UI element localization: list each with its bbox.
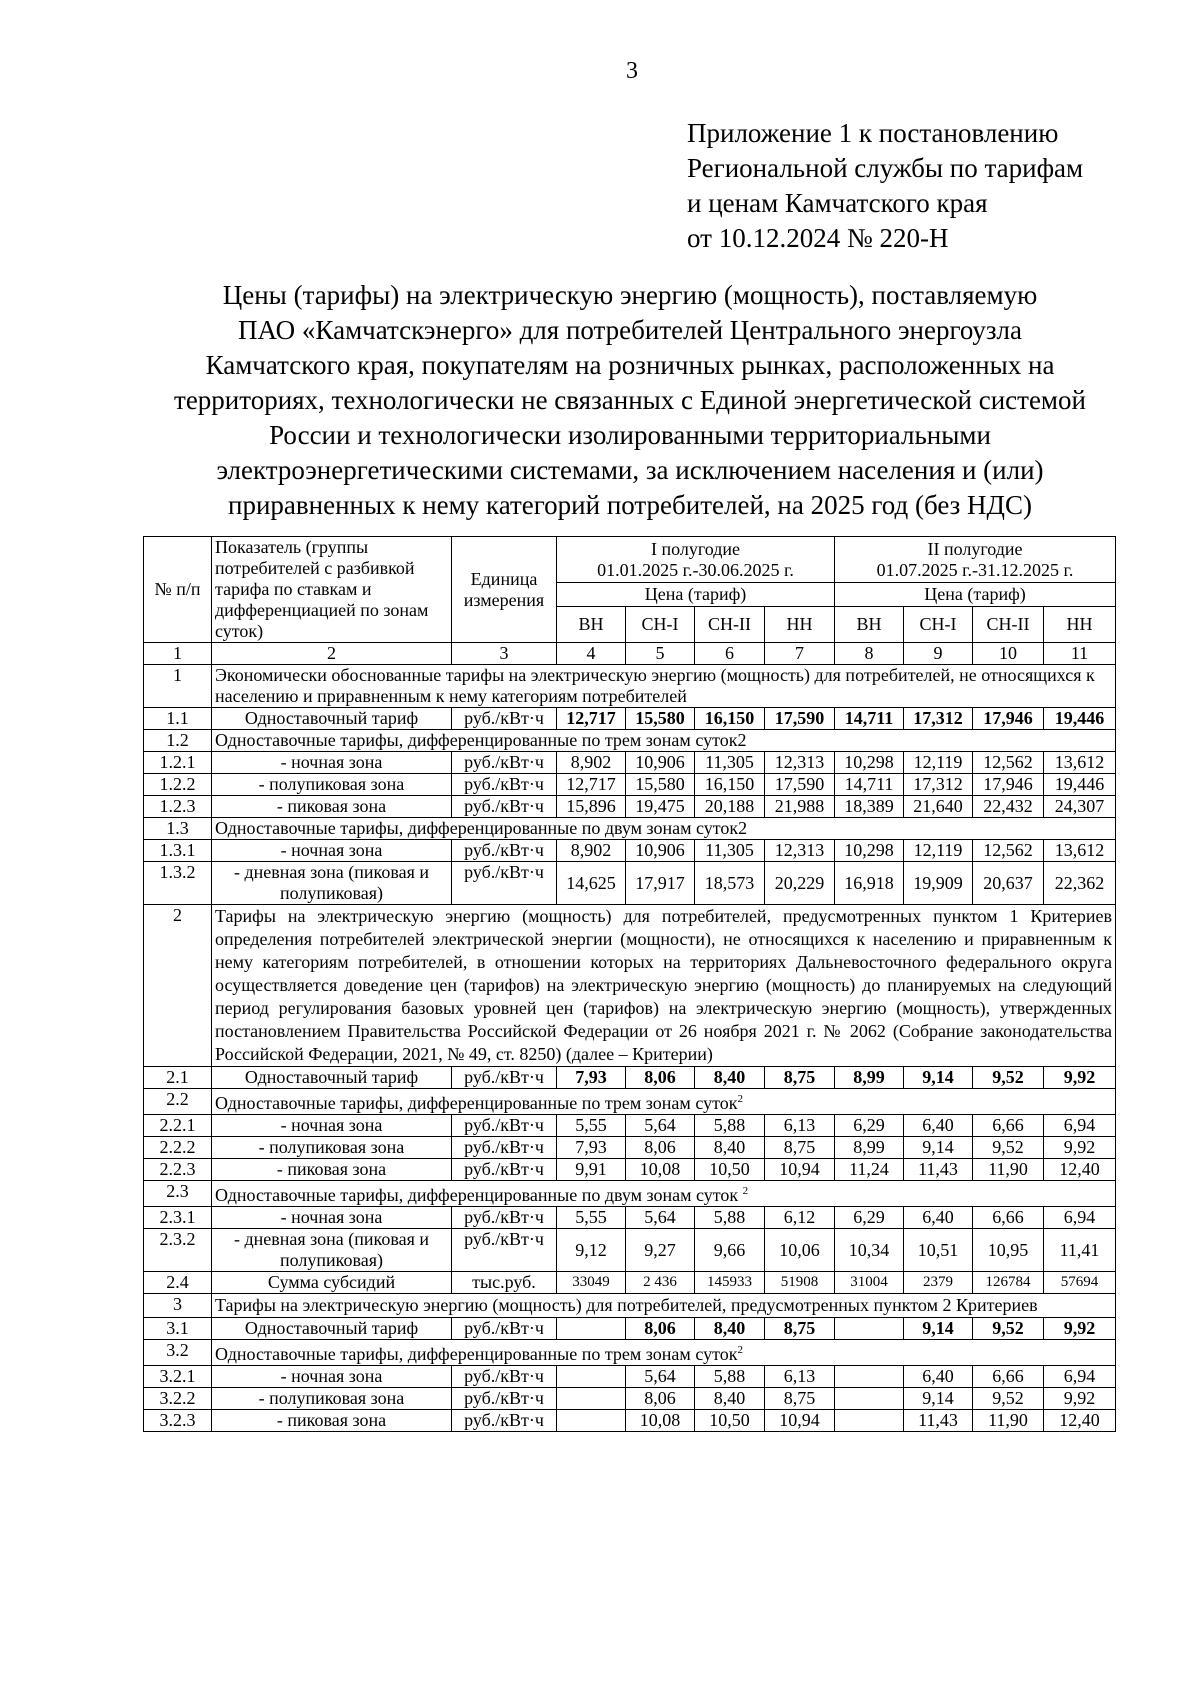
row-number: 2.2: [144, 1089, 212, 1115]
tariff-value: 12,562: [973, 840, 1044, 862]
tariff-value: 22,362: [1044, 862, 1116, 905]
section-title-text: Экономически обоснованные тарифы на электрическую энергию (мощность) для потребителей, не относящихся к населению и приравненным к нему категориям потребителей: [215, 665, 1095, 706]
row-name: - пиковая зона: [212, 1159, 452, 1181]
tariff-value: 10,34: [835, 1229, 904, 1272]
section-title: [212, 665, 1116, 708]
tariff-value: 7,93: [557, 1067, 626, 1089]
data-row: [144, 708, 1116, 730]
section-title: [212, 1340, 1116, 1366]
row-number: 3.2.2: [144, 1388, 212, 1410]
row-name: - ночная зона: [212, 840, 452, 862]
tariff-value: 5,88: [695, 1115, 765, 1137]
tariff-value: 17,946: [973, 708, 1044, 730]
tariff-value: 6,66: [973, 1366, 1044, 1388]
row-number: 3: [144, 1294, 212, 1318]
data-row: [144, 1159, 1116, 1181]
tariff-value: 12,119: [904, 840, 973, 862]
row-unit: руб./кВт·ч: [452, 1067, 557, 1089]
tariff-value: 10,50: [695, 1410, 765, 1432]
tariff-value: 9,52: [973, 1067, 1044, 1089]
row-number: 2.1: [144, 1067, 212, 1089]
tariff-value: 8,75: [765, 1318, 835, 1340]
row-number: 3.1: [144, 1318, 212, 1340]
tariff-value: 9,52: [973, 1388, 1044, 1410]
tariff-value: 16,150: [695, 774, 765, 796]
data-row: [144, 840, 1116, 862]
row-unit: руб./кВт·ч: [452, 1388, 557, 1410]
tariff-value: 21,640: [904, 796, 973, 818]
title-line: ПАО «Камчатскэнерго» для потребителей Центрального энергоузла: [238, 315, 1022, 345]
tariff-value: 20,229: [765, 862, 835, 905]
row-unit: руб./кВт·ч: [452, 1366, 557, 1388]
tariff-value: 16,918: [835, 862, 904, 905]
level-header: СН-II: [695, 607, 765, 643]
row-name: Одноставочный тариф: [212, 1318, 452, 1340]
section-row: [144, 1340, 1116, 1366]
tariff-value: 6,40: [904, 1366, 973, 1388]
row-unit: руб./кВт·ч: [452, 708, 557, 730]
column-number: 1: [144, 643, 212, 665]
level-header: СН-I: [904, 607, 973, 643]
row-name: - пиковая зона: [212, 796, 452, 818]
tariff-value: 11,24: [835, 1159, 904, 1181]
row-name: - полупиковая зона: [212, 774, 452, 796]
tariff-value: 6,29: [835, 1115, 904, 1137]
tariff-value: 14,711: [835, 774, 904, 796]
row-unit: руб./кВт·ч: [452, 1318, 557, 1340]
tariff-value: 6,13: [765, 1366, 835, 1388]
section-row: [144, 1294, 1116, 1318]
column-number: 4: [557, 643, 626, 665]
half-year-2-title: II полугодие: [927, 538, 1023, 559]
appendix-line: Приложение 1 к постановлению: [687, 118, 1059, 148]
data-row: [144, 1318, 1116, 1340]
tariff-value: 9,14: [904, 1318, 973, 1340]
tariff-value: 9,27: [626, 1229, 695, 1272]
row-name: - ночная зона: [212, 1207, 452, 1229]
tariff-value: 12,40: [1044, 1159, 1116, 1181]
tariff-value: 9,92: [1044, 1318, 1116, 1340]
section-title: [212, 1089, 1116, 1115]
section-row: [144, 1181, 1116, 1207]
row-number: 1.3.1: [144, 840, 212, 862]
row-number: 1: [144, 665, 212, 708]
header-indicator: Показатель (группы потребителей с разбивкой тарифа по ставкам и дифференциацией по зонам суток): [212, 537, 452, 643]
level-header: НН: [1044, 607, 1116, 643]
tariff-value: 8,902: [557, 840, 626, 862]
tariff-value: 33049: [557, 1272, 626, 1294]
tariff-value: 10,298: [835, 752, 904, 774]
footnote-ref: 2: [742, 1185, 749, 1197]
section-title-text: Одноставочные тарифы, дифференцированные по трем зонам суток: [215, 1344, 738, 1364]
row-name: Одноставочный тариф: [212, 708, 452, 730]
tariff-value: 10,50: [695, 1159, 765, 1181]
appendix-line: от 10.12.2024 № 220-Н: [687, 223, 949, 253]
section-title-text: Тарифы на электрическую энергию (мощность) для потребителей, предусмотренных пунктом 2 Критериев: [215, 1295, 1038, 1315]
data-row: [144, 1229, 1116, 1272]
tariff-value: [557, 1366, 626, 1388]
row-number: 1.1: [144, 708, 212, 730]
tariff-value: 8,75: [765, 1137, 835, 1159]
section-title-text: Тарифы на электрическую энергию (мощность) для потребителей, предусмотренных пунктом 1 Критериев определения потребителей электрической энергии (мощности), не относящихся к населению и приравненным к нему категориям потребителей, в отношении которых на территориях Дальневосточного федерального округа осуществляется доведение цен (тарифов) на электрическую энергию (мощность) до планируемых на следующий период регулирования базовых уровней цен (тарифов) на электрическую энергию (мощность), утвержденных постановлением Правительства Российской Федерации от 26 ноября 2021 г. № 2062 (Собрание законодательства Российской Федерации, 2021, № 49, ст. 8250) (далее – Критерии): [215, 906, 1113, 1064]
row-unit: руб./кВт·ч: [452, 1137, 557, 1159]
tariff-value: 7,93: [557, 1137, 626, 1159]
tariff-value: 9,52: [973, 1137, 1044, 1159]
tariff-value: 20,188: [695, 796, 765, 818]
tariff-value: 10,94: [765, 1410, 835, 1432]
row-name: - дневная зона (пиковая и полупиковая): [212, 862, 452, 905]
data-row: [144, 1272, 1116, 1294]
tariff-value: 8,06: [626, 1318, 695, 1340]
tariff-value: 126784: [973, 1272, 1044, 1294]
tariff-value: 6,12: [765, 1207, 835, 1229]
section-title: [212, 818, 1116, 840]
tariff-value: 9,14: [904, 1137, 973, 1159]
tariff-value: 12,562: [973, 752, 1044, 774]
data-row: [144, 796, 1116, 818]
level-header: СН-II: [973, 607, 1044, 643]
tariff-value: [835, 1366, 904, 1388]
level-header: НН: [765, 607, 835, 643]
header-num: № п/п: [144, 537, 212, 643]
tariff-value: 8,99: [835, 1137, 904, 1159]
tariff-value: 11,305: [695, 752, 765, 774]
data-row: [144, 1366, 1116, 1388]
document-title: [130, 278, 1130, 523]
row-name: - дневная зона (пиковая и полупиковая): [212, 1229, 452, 1272]
tariff-value: 2 436: [626, 1272, 695, 1294]
column-number: 8: [835, 643, 904, 665]
row-name: Одноставочный тариф: [212, 1067, 452, 1089]
column-number: 9: [904, 643, 973, 665]
tariff-value: 11,90: [973, 1159, 1044, 1181]
column-number: 3: [452, 643, 557, 665]
tariff-value: [835, 1410, 904, 1432]
tariff-value: 9,92: [1044, 1137, 1116, 1159]
tariff-value: [835, 1388, 904, 1410]
tariff-value: 6,94: [1044, 1115, 1116, 1137]
tariff-value: 145933: [695, 1272, 765, 1294]
footnote-ref: 2: [737, 1093, 743, 1105]
section-row: [144, 818, 1116, 840]
row-name: - ночная зона: [212, 1115, 452, 1137]
tariff-value: 17,590: [765, 708, 835, 730]
tariff-value: 18,389: [835, 796, 904, 818]
column-number: 5: [626, 643, 695, 665]
appendix-line: и ценам Камчатского края: [687, 188, 988, 218]
tariff-value: 5,64: [626, 1207, 695, 1229]
section-title: [212, 1294, 1116, 1318]
tariff-table: [143, 536, 1116, 1432]
row-number: 3.2.1: [144, 1366, 212, 1388]
row-name: - полупиковая зона: [212, 1137, 452, 1159]
tariff-value: 5,88: [695, 1207, 765, 1229]
data-row: [144, 1207, 1116, 1229]
tariff-value: 11,41: [1044, 1229, 1116, 1272]
tariff-value: 9,92: [1044, 1067, 1116, 1089]
section-title: [212, 730, 1116, 752]
tariff-value: 2379: [904, 1272, 973, 1294]
row-unit: тыс.руб.: [452, 1272, 557, 1294]
row-unit: руб./кВт·ч: [452, 796, 557, 818]
column-number: 2: [212, 643, 452, 665]
title-line: территориях, технологически не связанных с Единой энергетической системой: [174, 385, 1086, 415]
title-line: электроэнергетическими системами, за исключением населения и (или): [216, 455, 1044, 485]
tariff-value: 9,12: [557, 1229, 626, 1272]
tariff-value: 31004: [835, 1272, 904, 1294]
tariff-value: 9,14: [904, 1067, 973, 1089]
title-line: Цены (тарифы) на электрическую энергию (мощность), поставляемую: [222, 280, 1038, 310]
section-title: [212, 905, 1116, 1067]
tariff-value: 19,909: [904, 862, 973, 905]
section-title: [212, 1181, 1116, 1207]
tariff-value: 12,119: [904, 752, 973, 774]
header-row: [144, 537, 1116, 583]
tariff-value: 51908: [765, 1272, 835, 1294]
column-number: 6: [695, 643, 765, 665]
row-number: 1.3.2: [144, 862, 212, 905]
row-name: - пиковая зона: [212, 1410, 452, 1432]
row-number: 2.2.3: [144, 1159, 212, 1181]
tariff-value: 16,150: [695, 708, 765, 730]
row-unit: руб./кВт·ч: [452, 1229, 557, 1272]
tariff-value: 8,40: [695, 1318, 765, 1340]
appendix-header: [687, 116, 1083, 256]
tariff-value: 10,06: [765, 1229, 835, 1272]
tariff-value: 6,40: [904, 1115, 973, 1137]
title-line: Камчатского края, покупателям на розничных рынках, расположенных на: [205, 350, 1055, 380]
row-number: 2.3: [144, 1181, 212, 1207]
tariff-value: 9,52: [973, 1318, 1044, 1340]
tariff-value: 8,75: [765, 1067, 835, 1089]
tariff-value: 6,40: [904, 1207, 973, 1229]
tariff-value: 6,66: [973, 1207, 1044, 1229]
tariff-value: 19,475: [626, 796, 695, 818]
header-half-year-2: [835, 537, 1116, 583]
tariff-value: 9,91: [557, 1159, 626, 1181]
tariff-value: 8,06: [626, 1388, 695, 1410]
header-unit: Единица измерения: [452, 537, 557, 643]
tariff-value: 17,917: [626, 862, 695, 905]
data-row: [144, 1388, 1116, 1410]
tariff-value: 11,90: [973, 1410, 1044, 1432]
row-number: 1.2: [144, 730, 212, 752]
tariff-value: 19,446: [1044, 708, 1116, 730]
tariff-value: 19,446: [1044, 774, 1116, 796]
tariff-value: 12,717: [557, 774, 626, 796]
tariff-value: 10,298: [835, 840, 904, 862]
row-unit: руб./кВт·ч: [452, 862, 557, 905]
tariff-value: 17,590: [765, 774, 835, 796]
tariff-value: 9,66: [695, 1229, 765, 1272]
tariff-value: 15,580: [626, 774, 695, 796]
tariff-value: 10,906: [626, 840, 695, 862]
section-row: [144, 1089, 1116, 1115]
tariff-value: 6,66: [973, 1115, 1044, 1137]
tariff-value: 5,64: [626, 1115, 695, 1137]
row-unit: руб./кВт·ч: [452, 1159, 557, 1181]
tariff-value: 15,580: [626, 708, 695, 730]
tariff-value: [557, 1388, 626, 1410]
row-unit: руб./кВт·ч: [452, 752, 557, 774]
tariff-value: 11,43: [904, 1159, 973, 1181]
row-number: 3.2: [144, 1340, 212, 1366]
row-unit: руб./кВт·ч: [452, 1115, 557, 1137]
tariff-value: 10,906: [626, 752, 695, 774]
tariff-value: 17,946: [973, 774, 1044, 796]
tariff-value: 8,06: [626, 1067, 695, 1089]
tariff-value: 5,55: [557, 1115, 626, 1137]
half-year-1-period: 01.01.2025 г.-30.06.2025 г.: [597, 559, 794, 580]
tariff-value: 10,51: [904, 1229, 973, 1272]
tariff-value: 14,625: [557, 862, 626, 905]
tariff-value: 17,312: [904, 774, 973, 796]
data-row: [144, 1115, 1116, 1137]
title-line: России и технологически изолированными территориальными: [269, 420, 991, 450]
tariff-value: 17,312: [904, 708, 973, 730]
row-unit: руб./кВт·ч: [452, 774, 557, 796]
tariff-value: 21,988: [765, 796, 835, 818]
row-name: Сумма субсидий: [212, 1272, 452, 1294]
tariff-value: 11,43: [904, 1410, 973, 1432]
tariff-value: 9,92: [1044, 1388, 1116, 1410]
level-header: ВН: [835, 607, 904, 643]
row-number: 1.2.1: [144, 752, 212, 774]
data-row: [144, 1067, 1116, 1089]
tariff-value: 8,99: [835, 1067, 904, 1089]
header-price-2: Цена (тариф): [835, 583, 1116, 607]
tariff-value: 15,896: [557, 796, 626, 818]
row-unit: руб./кВт·ч: [452, 1207, 557, 1229]
tariff-value: 5,88: [695, 1366, 765, 1388]
tariff-value: 18,573: [695, 862, 765, 905]
section-title-text: Одноставочные тарифы, дифференцированные по двум зонам суток: [215, 1185, 743, 1205]
tariff-value: 8,902: [557, 752, 626, 774]
row-name: - полупиковая зона: [212, 1388, 452, 1410]
row-number: 1.2.3: [144, 796, 212, 818]
data-row: [144, 1137, 1116, 1159]
tariff-value: 8,40: [695, 1137, 765, 1159]
tariff-value: 24,307: [1044, 796, 1116, 818]
level-header: ВН: [557, 607, 626, 643]
tariff-value: 10,94: [765, 1159, 835, 1181]
title-line: приравненных к нему категорий потребителей, на 2025 год (без НДС): [228, 490, 1032, 520]
tariff-value: 12,717: [557, 708, 626, 730]
row-unit: руб./кВт·ч: [452, 840, 557, 862]
section-title-text: Одноставочные тарифы, дифференцированные по трем зонам суток: [215, 1093, 738, 1113]
tariff-value: 8,40: [695, 1067, 765, 1089]
tariff-value: 9,14: [904, 1388, 973, 1410]
tariff-value: 12,313: [765, 840, 835, 862]
tariff-value: 6,94: [1044, 1207, 1116, 1229]
tariff-value: 10,08: [626, 1159, 695, 1181]
tariff-value: 6,29: [835, 1207, 904, 1229]
section-row: [144, 665, 1116, 708]
row-number: 2: [144, 905, 212, 1067]
tariff-value: 5,64: [626, 1366, 695, 1388]
tariff-value: [557, 1410, 626, 1432]
tariff-value: 11,305: [695, 840, 765, 862]
data-row: [144, 1410, 1116, 1432]
row-number: 2.2.1: [144, 1115, 212, 1137]
column-number: 11: [1044, 643, 1116, 665]
row-unit: руб./кВт·ч: [452, 1410, 557, 1432]
tariff-value: 8,75: [765, 1388, 835, 1410]
tariff-value: 8,06: [626, 1137, 695, 1159]
header-price-1: Цена (тариф): [557, 583, 835, 607]
row-number: 1.2.2: [144, 774, 212, 796]
tariff-value: 22,432: [973, 796, 1044, 818]
level-header: СН-I: [626, 607, 695, 643]
half-year-2-period: 01.07.2025 г.-31.12.2025 г.: [876, 559, 1074, 580]
row-number: 2.3.2: [144, 1229, 212, 1272]
section-row: [144, 905, 1116, 1067]
column-number: 10: [973, 643, 1044, 665]
column-number-row: [144, 643, 1116, 665]
tariff-value: 6,13: [765, 1115, 835, 1137]
data-row: [144, 752, 1116, 774]
tariff-value: 6,94: [1044, 1366, 1116, 1388]
section-row: [144, 730, 1116, 752]
tariff-table-body: [144, 537, 1116, 1432]
tariff-value: 57694: [1044, 1272, 1116, 1294]
page-number: 3: [626, 58, 638, 84]
half-year-1-title: I полугодие: [650, 538, 741, 559]
tariff-value: 20,637: [973, 862, 1044, 905]
column-number: 7: [765, 643, 835, 665]
tariff-value: 14,711: [835, 708, 904, 730]
data-row: [144, 774, 1116, 796]
appendix-line: Региональной службы по тарифам: [687, 153, 1084, 183]
header-half-year-1: [557, 537, 835, 583]
tariff-value: [835, 1318, 904, 1340]
row-number: 3.2.3: [144, 1410, 212, 1432]
tariff-value: 10,08: [626, 1410, 695, 1432]
section-title-text: Одноставочные тарифы, дифференцированные по двум зонам суток2: [215, 818, 748, 838]
row-number: 2.2.2: [144, 1137, 212, 1159]
row-name: - ночная зона: [212, 1366, 452, 1388]
tariff-value: 13,612: [1044, 840, 1116, 862]
row-number: 1.3: [144, 818, 212, 840]
data-row: [144, 862, 1116, 905]
tariff-value: 10,95: [973, 1229, 1044, 1272]
tariff-value: [557, 1318, 626, 1340]
row-number: 2.4: [144, 1272, 212, 1294]
tariff-value: 12,313: [765, 752, 835, 774]
section-title-text: Одноставочные тарифы, дифференцированные по трем зонам суток2: [215, 730, 747, 750]
row-number: 2.3.1: [144, 1207, 212, 1229]
tariff-value: 8,40: [695, 1388, 765, 1410]
footnote-ref: 2: [737, 1344, 743, 1356]
tariff-value: 5,55: [557, 1207, 626, 1229]
tariff-value: 13,612: [1044, 752, 1116, 774]
tariff-value: 12,40: [1044, 1410, 1116, 1432]
row-name: - ночная зона: [212, 752, 452, 774]
